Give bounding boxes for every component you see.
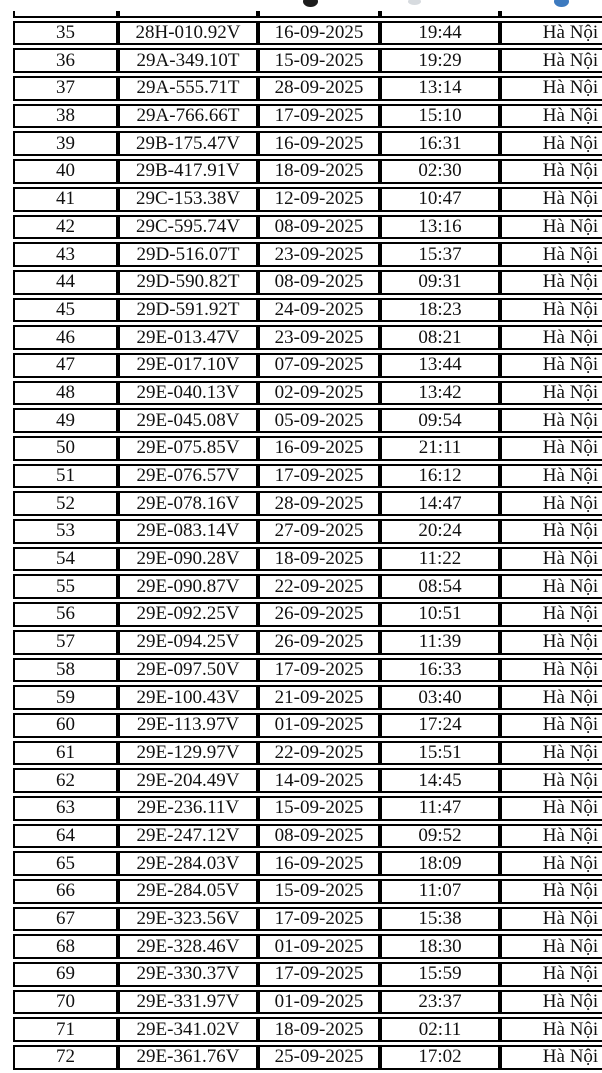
table-row	[13, 270, 602, 295]
table-row	[13, 713, 602, 738]
cell-plate: 29B-417.91V	[118, 159, 258, 184]
cell-date: 18-09-2025	[258, 547, 380, 572]
top-white-cover	[0, 0, 602, 11]
cell-time: 15:59	[380, 962, 500, 987]
cell-time: 13:44	[380, 353, 500, 378]
cell-city: Hà Nội	[500, 962, 602, 987]
cell-plate: 29D-591.92T	[118, 298, 258, 323]
cell-time: 14:45	[380, 768, 500, 793]
cell-row-number: 39	[13, 131, 118, 156]
table-row	[13, 768, 602, 793]
cell-row-number: 47	[13, 353, 118, 378]
cell-plate: 29E-341.02V	[118, 1017, 258, 1042]
cell-city: Hà Nội	[500, 436, 602, 461]
cell-row-number: 49	[13, 408, 118, 433]
cell-time: 18:23	[380, 298, 500, 323]
cell-time: 15:10	[380, 104, 500, 129]
table-row	[13, 215, 602, 240]
cell-plate: 29B-175.47V	[118, 131, 258, 156]
table-row	[13, 1045, 602, 1070]
cell-city: Hà Nội	[500, 519, 602, 544]
table-body	[13, 0, 602, 1070]
cell-date: 16-09-2025	[258, 851, 380, 876]
cell-date: 24-09-2025	[258, 298, 380, 323]
cell-city: Hà Nội	[500, 574, 602, 599]
cell-date: 22-09-2025	[258, 741, 380, 766]
cell-plate: 29D-516.07T	[118, 242, 258, 267]
table-row	[13, 630, 602, 655]
cell-city: Hà Nội	[500, 547, 602, 572]
cell-time: 10:51	[380, 602, 500, 627]
cell-row-number: 45	[13, 298, 118, 323]
cell-date: 15-09-2025	[258, 879, 380, 904]
cell-plate: 29E-013.47V	[118, 325, 258, 350]
table-row	[13, 353, 602, 378]
cell-row-number: 48	[13, 381, 118, 406]
cell-plate: 29E-090.28V	[118, 547, 258, 572]
cell-plate: 29E-017.10V	[118, 353, 258, 378]
cell-city: Hà Nội	[500, 215, 602, 240]
cell-city: Hà Nội	[500, 187, 602, 212]
cell-time: 09:31	[380, 270, 500, 295]
cell-date: 23-09-2025	[258, 242, 380, 267]
cell-date: 01-09-2025	[258, 990, 380, 1015]
cell-time: 10:47	[380, 187, 500, 212]
cell-row-number: 64	[13, 824, 118, 849]
table-row	[13, 464, 602, 489]
table-row	[13, 436, 602, 461]
cell-row-number: 56	[13, 602, 118, 627]
cell-city: Hà Nội	[500, 21, 602, 46]
cell-city: Hà Nội	[500, 934, 602, 959]
cell-date: 12-09-2025	[258, 187, 380, 212]
table-row	[13, 824, 602, 849]
cell-time: 16:31	[380, 131, 500, 156]
cell-plate: 28H-010.92V	[118, 21, 258, 46]
cell-plate: 29E-284.03V	[118, 851, 258, 876]
cell-plate: 29A-349.10T	[118, 48, 258, 73]
cell-date: 15-09-2025	[258, 796, 380, 821]
cell-time: 03:40	[380, 685, 500, 710]
table-row	[13, 76, 602, 101]
cell-date: 28-09-2025	[258, 491, 380, 516]
cell-plate: 29C-595.74V	[118, 215, 258, 240]
cell-city: Hà Nội	[500, 713, 602, 738]
cell-time: 11:07	[380, 879, 500, 904]
cell-city: Hà Nội	[500, 48, 602, 73]
cell-row-number: 72	[13, 1045, 118, 1070]
cell-row-number: 70	[13, 990, 118, 1015]
cell-plate: 29C-153.38V	[118, 187, 258, 212]
cell-row-number: 71	[13, 1017, 118, 1042]
cell-date: 08-09-2025	[258, 270, 380, 295]
cell-plate: 29E-092.25V	[118, 602, 258, 627]
cell-plate: 29A-555.71T	[118, 76, 258, 101]
cell-plate: 29E-045.08V	[118, 408, 258, 433]
table-row	[13, 21, 602, 46]
cell-plate: 29A-766.66T	[118, 104, 258, 129]
cell-time: 13:42	[380, 381, 500, 406]
cell-date: 07-09-2025	[258, 353, 380, 378]
cell-date: 17-09-2025	[258, 658, 380, 683]
cell-time: 09:52	[380, 824, 500, 849]
table-row	[13, 187, 602, 212]
cell-row-number: 67	[13, 907, 118, 932]
cell-row-number: 52	[13, 491, 118, 516]
table-row	[13, 547, 602, 572]
cell-date: 14-09-2025	[258, 768, 380, 793]
cell-row-number: 53	[13, 519, 118, 544]
cell-plate: 29E-323.56V	[118, 907, 258, 932]
cell-city: Hà Nội	[500, 408, 602, 433]
cell-time: 19:44	[380, 21, 500, 46]
table-row	[13, 685, 602, 710]
cell-time: 15:38	[380, 907, 500, 932]
cell-city: Hà Nội	[500, 464, 602, 489]
cell-date: 22-09-2025	[258, 574, 380, 599]
cell-date: 18-09-2025	[258, 159, 380, 184]
cell-plate: 29E-284.05V	[118, 879, 258, 904]
cell-city: Hà Nội	[500, 131, 602, 156]
cell-plate: 29E-078.16V	[118, 491, 258, 516]
cell-city: Hà Nội	[500, 990, 602, 1015]
cell-city: Hà Nội	[500, 824, 602, 849]
cell-time: 16:12	[380, 464, 500, 489]
cell-row-number: 46	[13, 325, 118, 350]
cell-row-number: 63	[13, 796, 118, 821]
cell-row-number: 37	[13, 76, 118, 101]
cell-time: 15:37	[380, 242, 500, 267]
table-row	[13, 159, 602, 184]
cell-date: 01-09-2025	[258, 934, 380, 959]
table-row	[13, 519, 602, 544]
cell-date: 16-09-2025	[258, 21, 380, 46]
cell-city: Hà Nội	[500, 270, 602, 295]
table-row	[13, 104, 602, 129]
cell-city: Hà Nội	[500, 298, 602, 323]
cell-city: Hà Nội	[500, 325, 602, 350]
cell-row-number: 35	[13, 21, 118, 46]
cell-time: 02:30	[380, 159, 500, 184]
cell-time: 11:47	[380, 796, 500, 821]
cell-plate: 29E-129.97V	[118, 741, 258, 766]
cell-time: 11:39	[380, 630, 500, 655]
cell-date: 17-09-2025	[258, 464, 380, 489]
cell-time: 13:16	[380, 215, 500, 240]
cell-time: 17:24	[380, 713, 500, 738]
violation-plate-table	[13, 0, 602, 1073]
cell-date: 16-09-2025	[258, 131, 380, 156]
cell-row-number: 51	[13, 464, 118, 489]
cell-city: Hà Nội	[500, 159, 602, 184]
cell-row-number: 44	[13, 270, 118, 295]
cell-time: 15:51	[380, 741, 500, 766]
cell-city: Hà Nội	[500, 242, 602, 267]
cell-date: 18-09-2025	[258, 1017, 380, 1042]
table-row	[13, 658, 602, 683]
cell-date: 26-09-2025	[258, 602, 380, 627]
cell-plate: 29E-328.46V	[118, 934, 258, 959]
table-row	[13, 796, 602, 821]
cell-city: Hà Nội	[500, 491, 602, 516]
cell-row-number: 40	[13, 159, 118, 184]
cell-plate: 29E-090.87V	[118, 574, 258, 599]
table-row	[13, 408, 602, 433]
table-row	[13, 298, 602, 323]
cell-city: Hà Nội	[500, 907, 602, 932]
cell-city: Hà Nội	[500, 353, 602, 378]
table-row	[13, 602, 602, 627]
cell-city: Hà Nội	[500, 685, 602, 710]
table-row	[13, 48, 602, 73]
cell-plate: 29E-040.13V	[118, 381, 258, 406]
cell-row-number: 66	[13, 879, 118, 904]
cell-date: 01-09-2025	[258, 713, 380, 738]
table-row	[13, 962, 602, 987]
cell-plate: 29E-331.97V	[118, 990, 258, 1015]
cell-plate: 29E-361.76V	[118, 1045, 258, 1070]
cell-row-number: 68	[13, 934, 118, 959]
cell-row-number: 65	[13, 851, 118, 876]
cell-plate: 29E-100.43V	[118, 685, 258, 710]
cell-plate: 29E-330.37V	[118, 962, 258, 987]
cell-city: Hà Nội	[500, 602, 602, 627]
cell-row-number: 58	[13, 658, 118, 683]
cell-time: 18:30	[380, 934, 500, 959]
cell-row-number: 50	[13, 436, 118, 461]
cell-date: 05-09-2025	[258, 408, 380, 433]
table-row	[13, 990, 602, 1015]
cell-row-number: 38	[13, 104, 118, 129]
cell-date: 21-09-2025	[258, 685, 380, 710]
cell-date: 25-09-2025	[258, 1045, 380, 1070]
table-row	[13, 325, 602, 350]
cell-time: 18:09	[380, 851, 500, 876]
cell-plate: 29E-204.49V	[118, 768, 258, 793]
cell-time: 16:33	[380, 658, 500, 683]
cell-time: 02:11	[380, 1017, 500, 1042]
cell-time: 19:29	[380, 48, 500, 73]
cell-city: Hà Nội	[500, 851, 602, 876]
cell-row-number: 55	[13, 574, 118, 599]
cell-date: 17-09-2025	[258, 104, 380, 129]
table-row	[13, 131, 602, 156]
table-row	[13, 491, 602, 516]
table-row	[13, 851, 602, 876]
cell-city: Hà Nội	[500, 381, 602, 406]
cell-city: Hà Nội	[500, 630, 602, 655]
cell-plate: 29D-590.82T	[118, 270, 258, 295]
cell-date: 02-09-2025	[258, 381, 380, 406]
cell-row-number: 60	[13, 713, 118, 738]
cell-row-number: 62	[13, 768, 118, 793]
table-row	[13, 381, 602, 406]
cell-city: Hà Nội	[500, 768, 602, 793]
cell-date: 23-09-2025	[258, 325, 380, 350]
cell-plate: 29E-075.85V	[118, 436, 258, 461]
cell-city: Hà Nội	[500, 796, 602, 821]
cell-time: 20:24	[380, 519, 500, 544]
table-row	[13, 879, 602, 904]
cell-city: Hà Nội	[500, 741, 602, 766]
cell-time: 23:37	[380, 990, 500, 1015]
cell-plate: 29E-247.12V	[118, 824, 258, 849]
table-row	[13, 242, 602, 267]
cell-time: 21:11	[380, 436, 500, 461]
cell-row-number: 69	[13, 962, 118, 987]
cell-time: 08:54	[380, 574, 500, 599]
table-row	[13, 574, 602, 599]
cell-plate: 29E-094.25V	[118, 630, 258, 655]
cell-date: 16-09-2025	[258, 436, 380, 461]
cell-date: 27-09-2025	[258, 519, 380, 544]
cell-row-number: 54	[13, 547, 118, 572]
cell-time: 11:22	[380, 547, 500, 572]
cell-row-number: 43	[13, 242, 118, 267]
cell-city: Hà Nội	[500, 104, 602, 129]
table-row	[13, 934, 602, 959]
cell-time: 13:14	[380, 76, 500, 101]
cell-city: Hà Nội	[500, 658, 602, 683]
cell-row-number: 42	[13, 215, 118, 240]
cell-row-number: 36	[13, 48, 118, 73]
cell-date: 08-09-2025	[258, 824, 380, 849]
cell-date: 28-09-2025	[258, 76, 380, 101]
cell-time: 08:21	[380, 325, 500, 350]
cell-date: 17-09-2025	[258, 907, 380, 932]
cell-row-number: 41	[13, 187, 118, 212]
table-row	[13, 1017, 602, 1042]
cell-row-number: 59	[13, 685, 118, 710]
cell-date: 26-09-2025	[258, 630, 380, 655]
cell-time: 09:54	[380, 408, 500, 433]
cell-plate: 29E-097.50V	[118, 658, 258, 683]
cell-city: Hà Nội	[500, 879, 602, 904]
table-row	[13, 907, 602, 932]
cell-city: Hà Nội	[500, 1017, 602, 1042]
cell-plate: 29E-076.57V	[118, 464, 258, 489]
cell-plate: 29E-113.97V	[118, 713, 258, 738]
cell-city: Hà Nội	[500, 76, 602, 101]
cell-date: 15-09-2025	[258, 48, 380, 73]
cell-time: 17:02	[380, 1045, 500, 1070]
cell-date: 08-09-2025	[258, 215, 380, 240]
cell-plate: 29E-083.14V	[118, 519, 258, 544]
table-row	[13, 741, 602, 766]
cell-plate: 29E-236.11V	[118, 796, 258, 821]
cell-city: Hà Nội	[500, 1045, 602, 1070]
cell-row-number: 57	[13, 630, 118, 655]
cell-date: 17-09-2025	[258, 962, 380, 987]
cell-time: 14:47	[380, 491, 500, 516]
cell-row-number: 61	[13, 741, 118, 766]
